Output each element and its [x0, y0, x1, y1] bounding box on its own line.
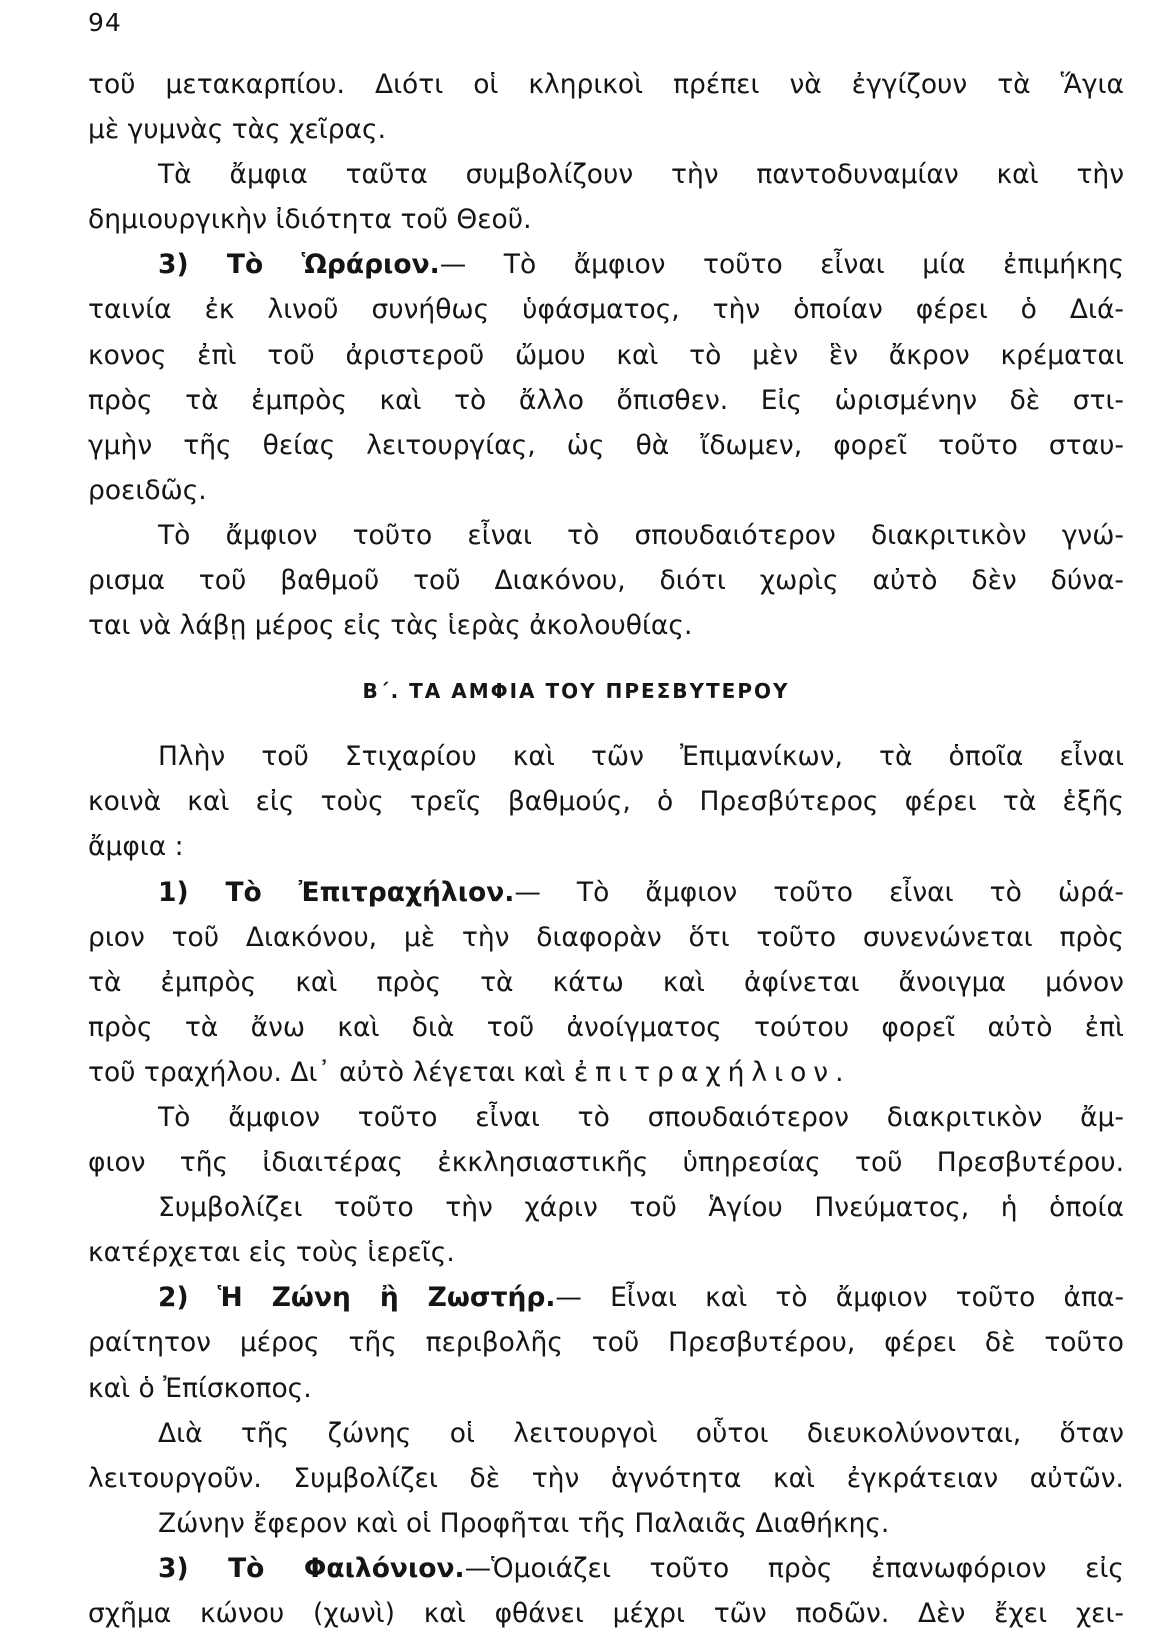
text-line: κονος ἐπὶ τοῦ ἀριστεροῦ ὤμου καὶ τὸ μὲν ἓν ἄκρον κρέμαται: [88, 339, 1124, 371]
text-line: τὰ ἐμπρὸς καὶ πρὸς τὰ κάτω καὶ ἀφίνεται ἄνοιγμα μόνον: [88, 966, 1124, 998]
text-line: ται νὰ λάβῃ μέρος εἰς τὰς ἱερὰς ἀκολουθίας.: [88, 610, 693, 642]
text-line: λειτουργοῦν. Συμβολίζει δὲ τὴν ἁγνότητα καὶ ἐγκράτειαν αὐτῶν.: [88, 1462, 1124, 1494]
text-fragment: — Τὸ ἄμφιον τοῦτο εἶναι μία ἐπιμήκης: [439, 249, 1124, 281]
text-line: κοινὰ καὶ εἰς τοὺς τρεῖς βαθμούς, ὁ Πρεσβύτερος φέρει τὰ ἑξῆς: [88, 786, 1124, 818]
text-line: Τὸ ἄμφιον τοῦτο εἶναι τὸ σπουδαιότερον διακριτικὸν γνώ-: [158, 519, 1124, 551]
text-line: ἄμφια :: [88, 831, 184, 863]
text-line: Συμβολίζει τοῦτο τὴν χάριν τοῦ Ἁγίου Πνεύματος, ἡ ὁποία: [158, 1192, 1124, 1224]
text-line: δημιουργικὴν ἰδιότητα τοῦ Θεοῦ.: [88, 204, 532, 236]
text-line: [88, 1546, 1124, 1591]
text-line: ριον τοῦ Διακόνου, μὲ τὴν διαφορὰν ὅτι τοῦτο συνενώνεται πρὸς: [88, 921, 1124, 953]
text-line: μὲ γυμνὰς τὰς χεῖρας.: [88, 114, 386, 146]
text-line: Πλὴν τοῦ Στιχαρίου καὶ τῶν Ἐπιμανίκων, τὰ ὁποῖα εἶναι: [158, 741, 1124, 773]
page-number: 94: [88, 8, 122, 37]
text-line: Διὰ τῆς ζώνης οἱ λειτουργοὶ οὗτοι διευκολύνονται, ὅταν: [158, 1417, 1124, 1449]
text-line: ταινία ἐκ λινοῦ συνήθως ὑφάσματος, τὴν ὁποίαν φέρει ὁ Διά-: [88, 294, 1124, 326]
subsection-title: 3) Τὸ Ὡράριον.: [158, 249, 440, 281]
text-line: πρὸς τὰ ἐμπρὸς καὶ τὸ ἄλλο ὄπισθεν. Εἰς ὡρισμένην δὲ στι-: [88, 384, 1124, 416]
section-heading: Β΄. ΤΑ ΑΜΦΙΑ ΤΟΥ ΠΡΕΣΒΥΤΕΡΟΥ: [362, 679, 790, 704]
subsection-title: 3) Τὸ Φαιλόνιον.: [158, 1552, 465, 1584]
text-fragment: — Εἶναι καὶ τὸ ἄμφιον τοῦτο ἀπα-: [555, 1282, 1124, 1314]
text-fragment: —Ὁμοιάζει τοῦτο πρὸς ἐπανωφόριον εἰς: [464, 1552, 1124, 1584]
text-line: σχῆμα κώνου (χωνὶ) καὶ φθάνει μέχρι τῶν ποδῶν. Δὲν ἔχει χει-: [88, 1598, 1124, 1629]
text-line: ρισμα τοῦ βαθμοῦ τοῦ Διακόνου, διότι χωρὶς αὐτὸ δὲν δύνα-: [88, 565, 1124, 597]
text-line: καὶ ὁ Ἐπίσκοπος.: [88, 1372, 312, 1404]
emphasized-term: ἐπιτραχήλιον.: [573, 1056, 851, 1088]
text-line: ραίτητον μέρος τῆς περιβολῆς τοῦ Πρεσβυτέρου, φέρει δὲ τοῦτο: [88, 1327, 1124, 1359]
text-line: φιον τῆς ἰδιαιτέρας ἐκκλησιαστικῆς ὑπηρεσίας τοῦ Πρεσβυτέρου.: [88, 1147, 1124, 1179]
text-line: κατέρχεται εἰς τοὺς ἱερεῖς.: [88, 1237, 455, 1269]
text-line: [88, 1050, 1124, 1095]
page-body: [88, 62, 1124, 1636]
text-fragment: τοῦ τραχήλου. Δι᾿ αὐτὸ λέγεται καὶ: [88, 1056, 566, 1088]
text-line: γμὴν τῆς θείας λειτουργίας, ὡς θὰ ἴδωμεν, φορεῖ τοῦτο σταυ-: [88, 429, 1124, 461]
text-line: Ζώνην ἔφερον καὶ οἱ Προφῆται τῆς Παλαιᾶς Διαθήκης.: [158, 1507, 890, 1539]
text-line: [88, 242, 1124, 287]
text-line: [88, 870, 1124, 915]
text-line: πρὸς τὰ ἄνω καὶ διὰ τοῦ ἀνοίγματος τούτου φορεῖ αὐτὸ ἐπὶ: [88, 1011, 1124, 1043]
text-line: Τὸ ἄμφιον τοῦτο εἶναι τὸ σπουδαιότερον διακριτικὸν ἄμ-: [158, 1101, 1124, 1133]
text-line: Τὰ ἄμφια ταῦτα συμβολίζουν τὴν παντοδυναμίαν καὶ τὴν: [158, 159, 1124, 191]
subsection-title: 2) Ἡ Ζώνη ἢ Ζωστήρ.: [158, 1282, 556, 1314]
text-line: ροειδῶς.: [88, 474, 207, 506]
text-line: τοῦ μετακαρπίου. Διότι οἱ κληρικοὶ πρέπει νὰ ἐγγίζουν τὰ Ἅγια: [88, 69, 1124, 100]
subsection-title: 1) Τὸ Ἐπιτραχήλιον.: [158, 876, 515, 908]
text-line: [88, 1275, 1124, 1320]
text-fragment: — Τὸ ἄμφιον τοῦτο εἶναι τὸ ὡρά-: [514, 876, 1124, 908]
